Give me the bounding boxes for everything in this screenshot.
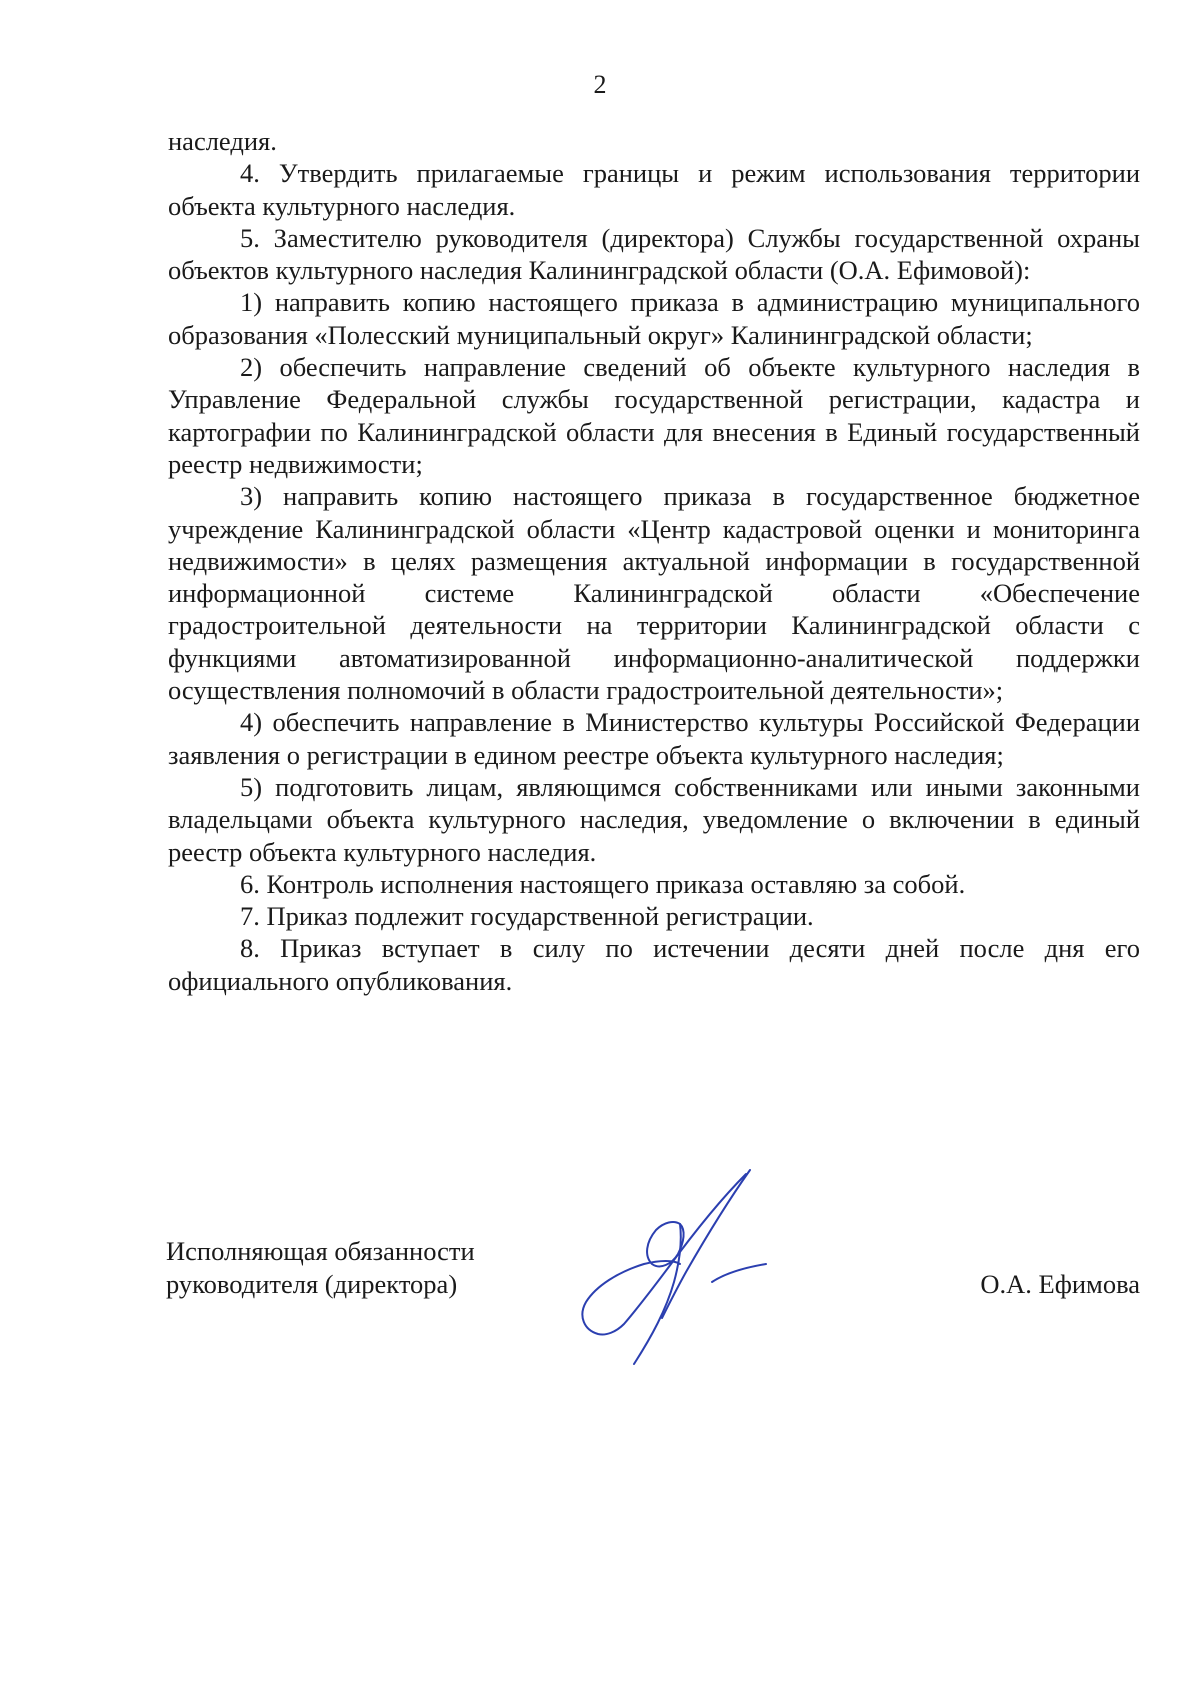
subparagraph-4: 4) обеспечить направление в Министерство культуры Российской Федерации заявления о регистрации в едином реестре объекта культурного наследия; [168, 707, 1140, 770]
handwritten-signature [540, 1160, 800, 1390]
signer-name: О.А. Ефимова [980, 1269, 1140, 1299]
subparagraph-3: 3) направить копию настоящего приказа в государственное бюджетное учреждение Калининградской области «Центр кадастровой оценки и мониторинга недвижимости» в целях размещения актуальной информации в государственной информационной системе Калининградской области «Обеспечение градостроительной деятельности на территории Калининградской области с функциями автоматизированной информационно-аналитической поддержки осуществления полномочий в области градостроительной деятельности»; [168, 481, 1140, 706]
paragraph-0: наследия. [168, 126, 277, 156]
position-line-1: Исполняющая обязанности [166, 1236, 475, 1266]
paragraph-item-6: 6. Контроль исполнения настоящего приказа оставляю за собой. [240, 868, 966, 899]
paragraph-item-5: 5. Заместителю руководителя (директора) Службы государственной охраны объектов культурного наследия Калининградской области (О.А. Ефимовой): [168, 222, 1140, 286]
paragraph-item-7: 7. Приказ подлежит государственной регистрации. [240, 901, 814, 932]
subparagraph-5: 5) подготовить лицам, являющимся собственниками или иными законными владельцами объекта культурного наследия, уведомление о включении в единый реестр объекта культурного наследия. [168, 771, 1140, 867]
signatory-position [166, 1235, 475, 1301]
page-number: 2 [593, 70, 607, 99]
position-line-2: руководителя (директора) [166, 1269, 458, 1299]
document-body [168, 125, 1140, 997]
subparagraph-1: 1) направить копию настоящего приказа в администрацию муниципального образования «Полесский муниципальный округ» Калининградской области; [168, 287, 1140, 350]
paragraph-item-4: 4. Утвердить прилагаемые границы и режим использования территории объекта культурного наследия. [168, 158, 1140, 221]
subparagraph-2: 2) обеспечить направление сведений об объекте культурного наследия в Управление Федеральной службы государственной регистрации, кадастра и картографии по Калининградской области для внесения в Единый государственный реестр недвижимости; [168, 352, 1140, 479]
paragraph-item-8: 8. Приказ вступает в силу по истечении десяти дней после дня его официального опубликования. [168, 933, 1140, 996]
